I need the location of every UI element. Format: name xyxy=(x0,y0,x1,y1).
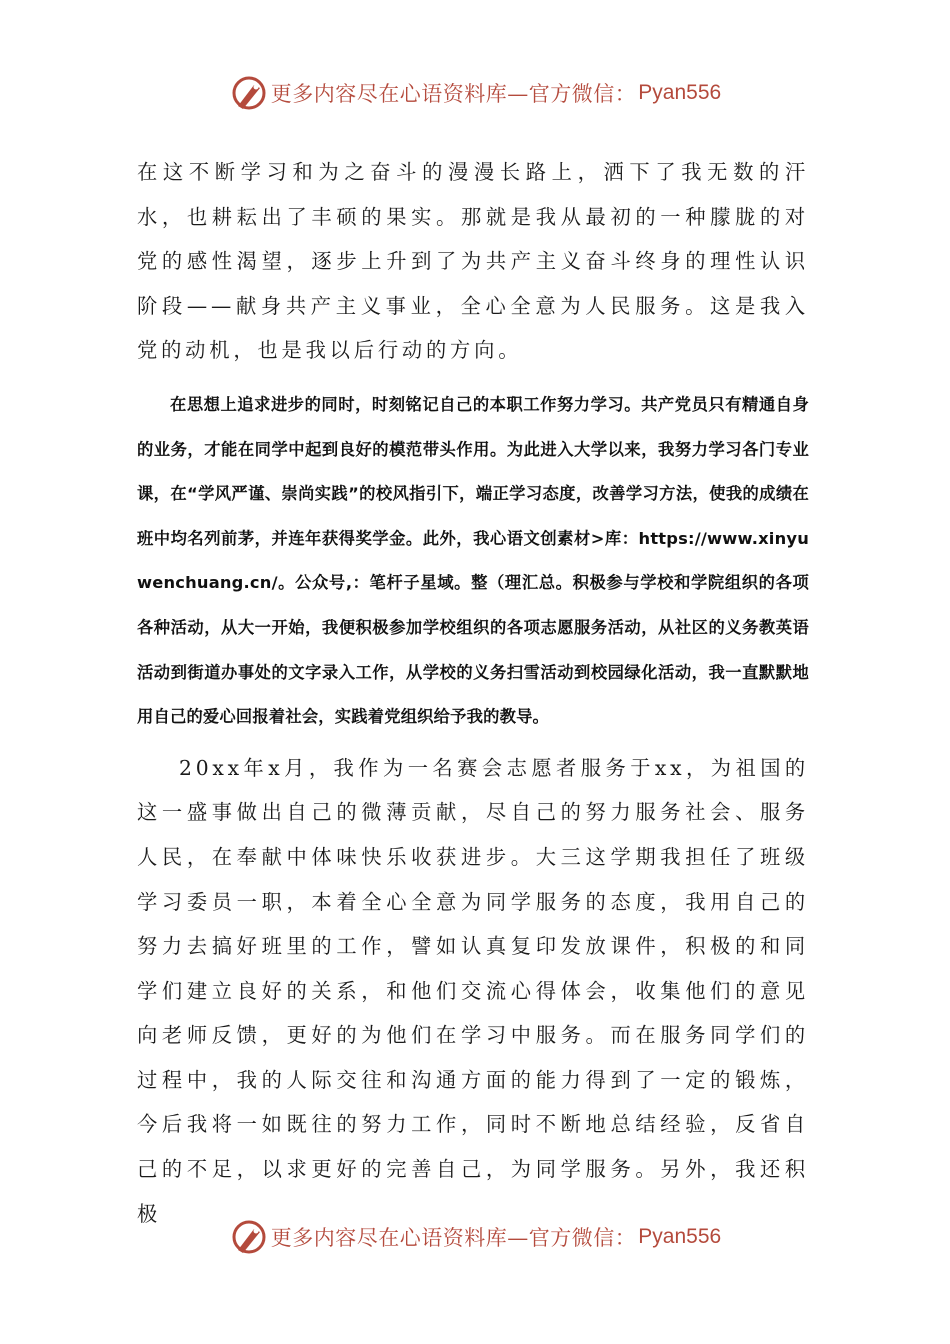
footer-banner xyxy=(0,1215,950,1259)
header-banner xyxy=(0,71,950,115)
paragraph-2: 在思想上追求进步的同时，时刻铭记自己的本职工作努力学习。共产党员只有精通自身的业务，才能在同学中起到良好的模范带头作用。为此进入大学以来，我努力学习各门专业课，在“学风严谨、崇尚实践”的校风指引下，端正学习态度，改善学习方法，使我的成绩在班中均名列前茅，并连年获得奖学金。此外，我心语文创素材>库：https://www.xinyuwenchuang.cn/。公众号,：笔杆子星域。整（理汇总。积极参与学校和学院组织的各项各种活动，从大一开始，我便积极参加学校组织的各项志愿服务活动，从社区的义务教英语活动到街道办事处的文字录入工作，从学校的义务扫雪活动到校园绿化活动，我一直默默地用自己的爱心回报着社会，实践着党组织给予我的教导。 xyxy=(137,394,809,727)
banner-text: 更多内容尽在心语资料库—官方微信： xyxy=(270,1226,637,1250)
pen-nib-logo-icon xyxy=(229,1217,269,1257)
paragraph-3: 20xx年x月，我作为一名赛会志愿者服务于xx，为祖国的这一盛事做出自己的微薄贡献，尽自己的努力服务社会、服务人民，在奉献中体味快乐收获进步。大三这学期我担任了班级学习委员一职，本着全心全意为同学服务的态度，我用自己的努力去搞好班里的工作，譬如认真复印发放课件，积极的和同学们建立良好的关系，和他们交流心得体会，收集他们的意见向老师反馈，更好的为他们在学习中服务。而在服务同学们的过程中，我的人际交往和沟通方面的能力得到了一定的锻炼，今后我将一如既往的努力工作，同时不断地总结经验，反省自己的不足，以求更好的完善自己，为同学服务。另外，我还积极 xyxy=(137,755,809,1226)
banner-wechat-handle: Pyan556 xyxy=(638,1225,722,1248)
banner-text: 更多内容尽在心语资料库—官方微信： xyxy=(270,82,637,106)
paragraph-block-3 xyxy=(137,746,809,1237)
document-body xyxy=(137,150,809,1236)
paragraph-1: 在这不断学习和为之奋斗的漫漫长路上，洒下了我无数的汗水，也耕耘出了丰硕的果实。那就是我从最初的一种朦胧的对党的感性渴望，逐步上升到了为共产主义奋斗终身的理性认识阶段——献身共产主义事业，全心全意为人民服务。这是我入党的动机，也是我以后行动的方向。 xyxy=(137,160,809,363)
paragraph-block-2 xyxy=(137,383,809,740)
banner-wechat-handle: Pyan556 xyxy=(638,81,722,104)
pen-nib-logo-icon xyxy=(229,73,269,113)
paragraph-block-1 xyxy=(137,150,809,373)
